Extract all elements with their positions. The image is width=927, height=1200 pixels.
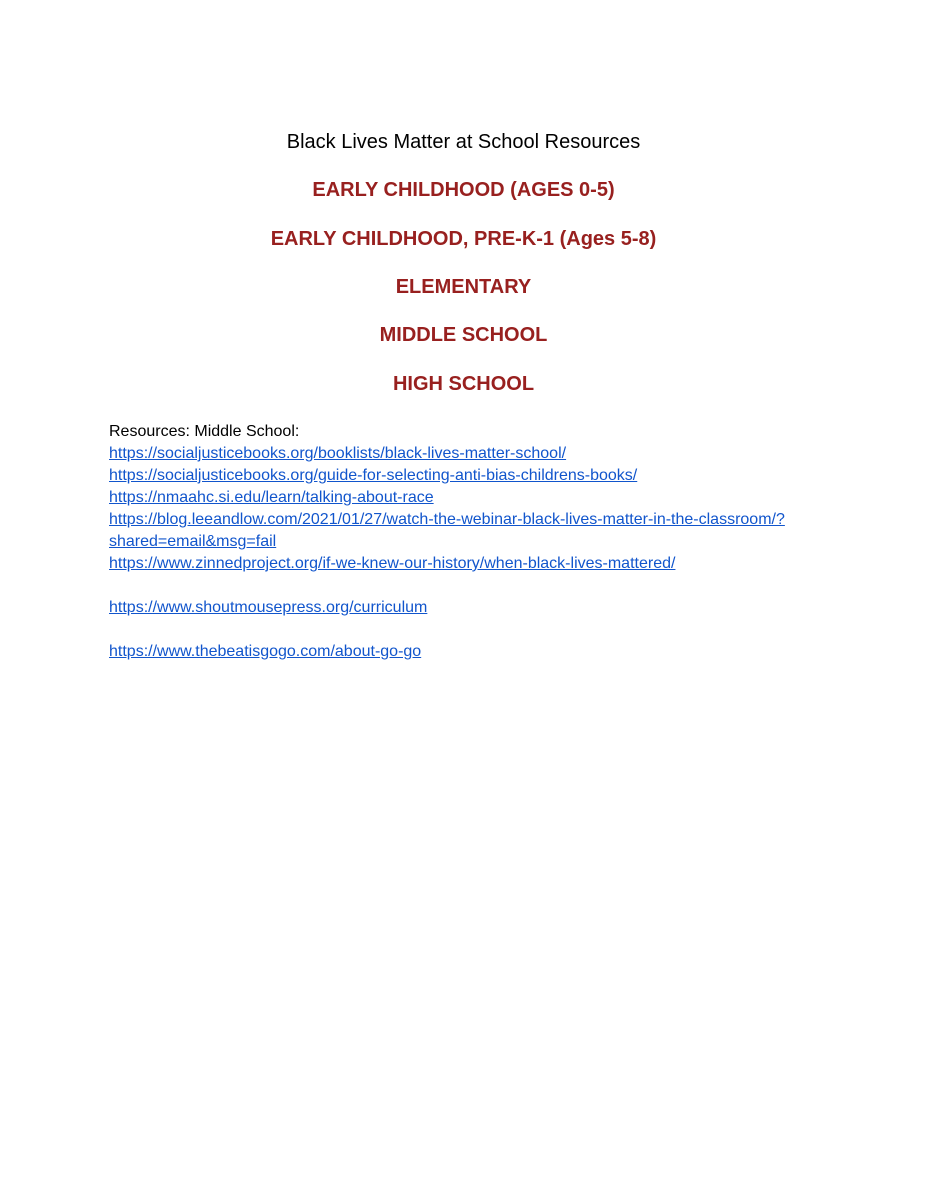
link-leeandlow-webinar-continued[interactable]: shared=email&msg=fail [109, 533, 277, 550]
link-shoutmousepress[interactable]: https://www.shoutmousepress.org/curriculum [109, 599, 428, 616]
heading-elementary: ELEMENTARY [395, 276, 532, 298]
link-nmaahc-talking-about-race[interactable]: https://nmaahc.si.edu/learn/talking-about-race [109, 489, 434, 506]
spacer [109, 619, 869, 641]
link-socialjusticebooks-booklist[interactable]: https://socialjusticebooks.org/booklists/black-lives-matter-school/ [109, 445, 567, 462]
heading-middle-school: MIDDLE SCHOOL [379, 324, 548, 346]
heading-high-school: HIGH SCHOOL [392, 373, 535, 395]
spacer [109, 575, 869, 597]
link-thebeatisgogo[interactable]: https://www.thebeatisgogo.com/about-go-go [109, 643, 422, 660]
link-socialjusticebooks-guide[interactable]: https://socialjusticebooks.org/guide-for-selecting-anti-bias-childrens-books/ [109, 467, 638, 484]
link-zinnedproject[interactable]: https://www.zinnedproject.org/if-we-knew-our-history/when-black-lives-mattered/ [109, 555, 676, 572]
resources-section [109, 421, 869, 663]
heading-early-childhood-0-5: EARLY CHILDHOOD (AGES 0-5) [312, 179, 615, 201]
resources-label: Resources: Middle School: [109, 423, 300, 440]
document-title: Black Lives Matter at School Resources [286, 131, 641, 153]
link-leeandlow-webinar[interactable]: https://blog.leeandlow.com/2021/01/27/watch-the-webinar-black-lives-matter-in-the-classroom/? [109, 511, 785, 528]
heading-early-childhood-pre-k-1: EARLY CHILDHOOD, PRE-K-1 (Ages 5-8) [270, 228, 657, 250]
